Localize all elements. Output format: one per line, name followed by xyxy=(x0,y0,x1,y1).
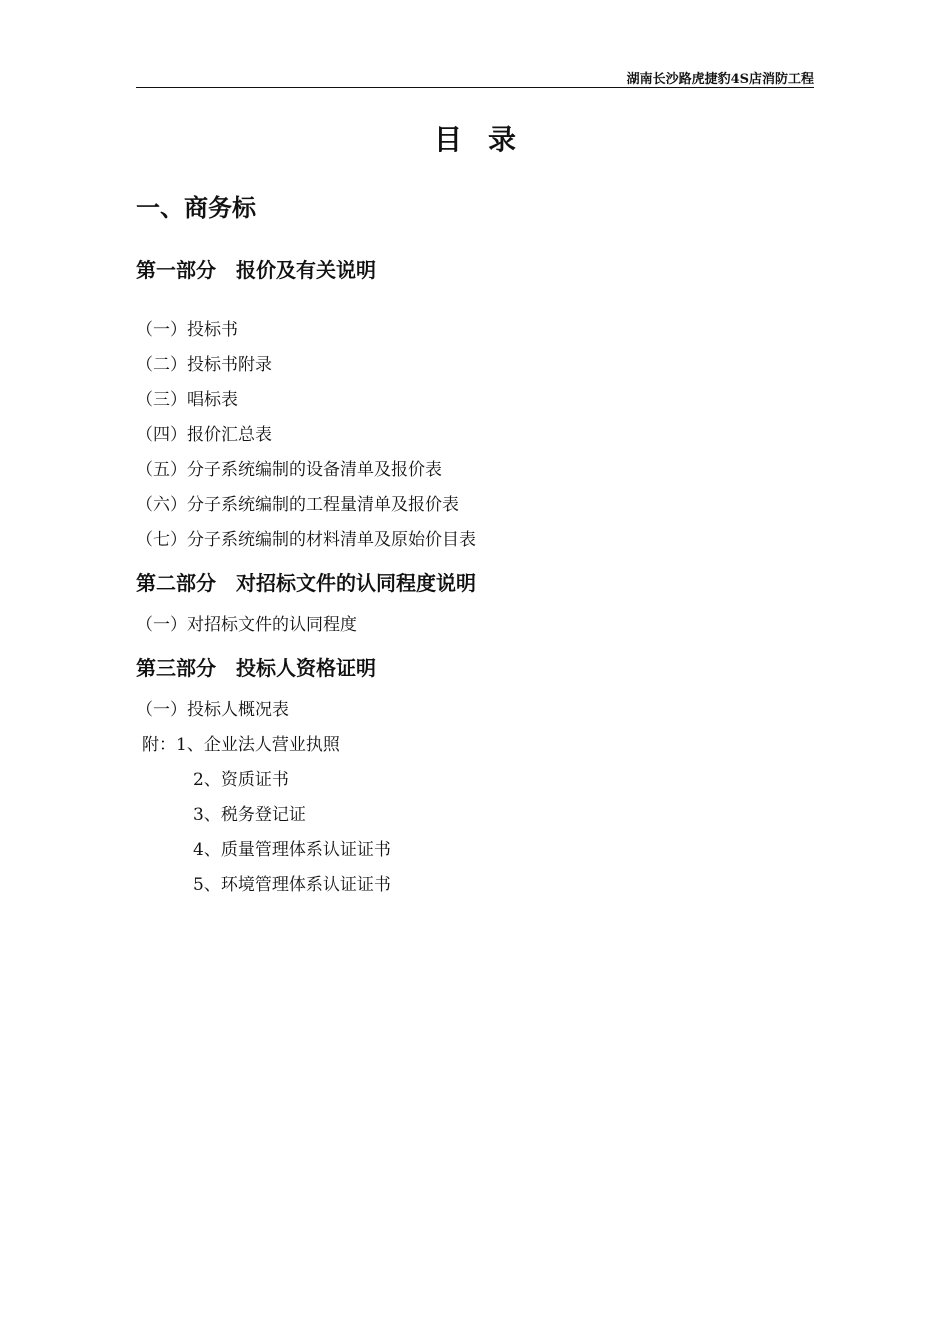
part1-title: 第一部分 报价及有关说明 xyxy=(136,258,376,282)
toc-item: （三）唱标表 xyxy=(136,390,238,410)
toc-item: （一）投标书 xyxy=(136,320,238,340)
part2-title: 第二部分 对招标文件的认同程度说明 xyxy=(136,571,476,595)
header-project-title: 湖南长沙路虎捷豹4S店消防工程 xyxy=(626,72,814,87)
section-commercial-bid: 一、商务标 xyxy=(136,194,256,222)
attachment-item: 附：1、企业法人营业执照 xyxy=(142,735,340,755)
toc-item: （七）分子系统编制的材料清单及原始价目表 xyxy=(136,530,476,550)
toc-item: （一）对招标文件的认同程度 xyxy=(136,615,357,635)
toc-title: 目录 xyxy=(433,123,542,156)
toc-item: （五）分子系统编制的设备清单及报价表 xyxy=(136,460,442,480)
attachment-item: 3、税务登记证 xyxy=(193,805,306,825)
toc-item: （一）投标人概况表 xyxy=(136,700,289,720)
attachment-item: 4、质量管理体系认证证书 xyxy=(193,840,391,860)
attachment-item: 5、环境管理体系认证证书 xyxy=(193,875,391,895)
toc-item: （六）分子系统编制的工程量清单及报价表 xyxy=(136,495,459,515)
toc-item: （二）投标书附录 xyxy=(136,355,272,375)
attachment-item: 2、资质证书 xyxy=(193,770,289,790)
toc-item: （四）报价汇总表 xyxy=(136,425,272,445)
header-divider xyxy=(136,87,814,88)
part3-title: 第三部分 投标人资格证明 xyxy=(136,656,376,680)
